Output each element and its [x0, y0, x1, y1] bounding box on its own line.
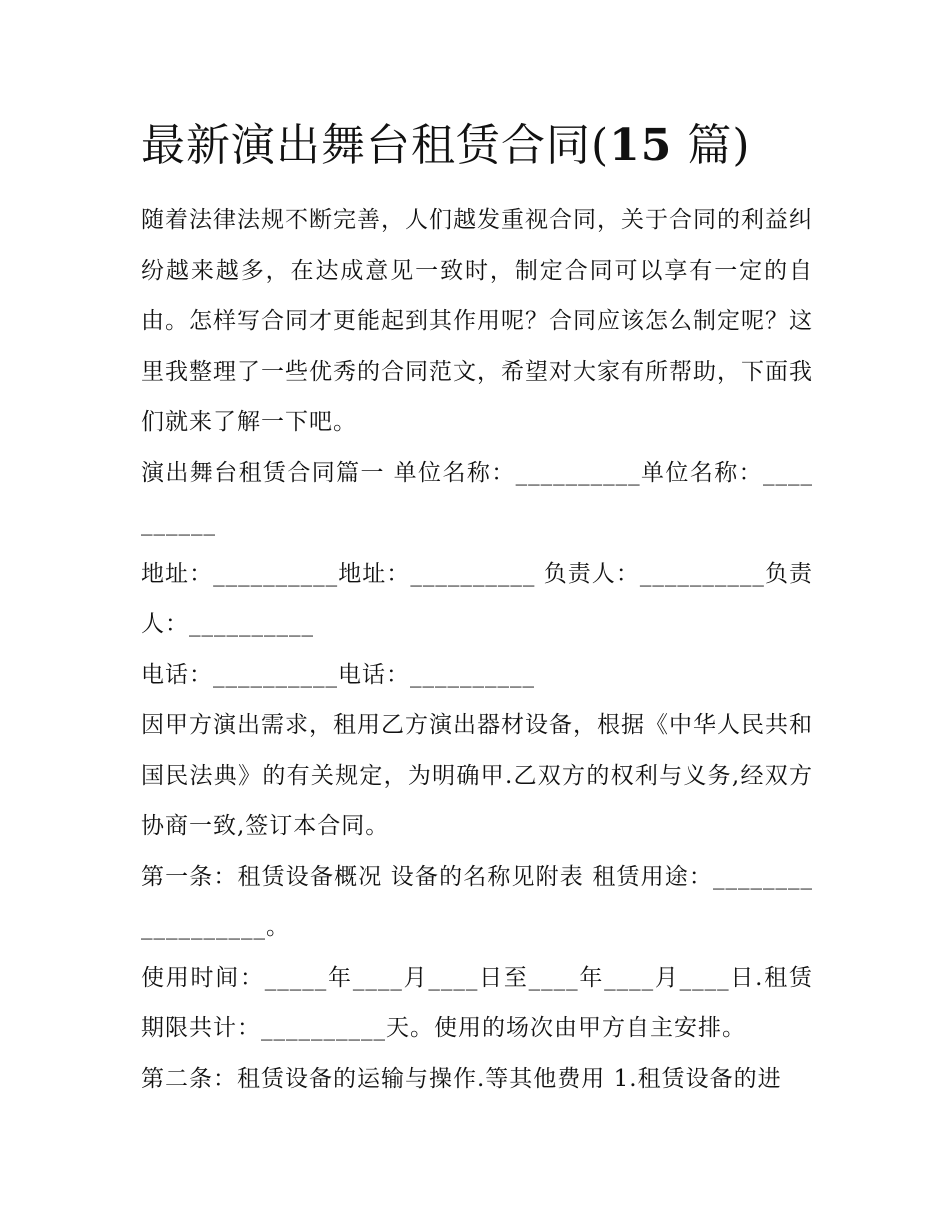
party-phone-paragraph: 电话：__________电话：__________	[141, 661, 535, 688]
document-body	[141, 112, 813, 1104]
party-address-paragraph: 地址：__________地址：__________ 负责人：__________负责人：__________	[141, 560, 813, 637]
intro-paragraph: 随着法律法规不断完善，人们越发重视合同，关于合同的利益纠纷越来越多，在达成意见一致时，制定合同可以享有一定的自由。怎样写合同才更能起到其作用呢？合同应该怎么制定呢？这里我整理了一些优秀的合同范文，希望对大家有所帮助，下面我们就来了解一下吧。	[141, 207, 813, 435]
title-number: 15	[609, 120, 673, 171]
document-title	[141, 112, 813, 180]
title-tail: 篇)	[672, 120, 751, 171]
preamble-paragraph: 因甲方演出需求，租用乙方演出器材设备，根据《中华人民共和国民法典》的有关规定，为明确甲.乙双方的权利与义务,经双方协商一致,签订本合同。	[141, 712, 813, 839]
party-name-paragraph: 演出舞台租赁合同篇一 单位名称：__________单位名称：__________	[141, 459, 813, 536]
article-two-paragraph: 第二条：租赁设备的运输与操作.等其他费用 1.租赁设备的进	[141, 1065, 782, 1092]
article-one-paragraph: 第一条：租赁设备概况 设备的名称见附表 租赁用途：__________________。	[141, 863, 813, 940]
title-main: 最新演出舞台租赁合同(	[141, 120, 610, 171]
usage-time-paragraph: 使用时间：_____年____月____日至____年____月____日.租赁期限共计：__________天。使用的场次由甲方自主安排。	[141, 964, 813, 1041]
